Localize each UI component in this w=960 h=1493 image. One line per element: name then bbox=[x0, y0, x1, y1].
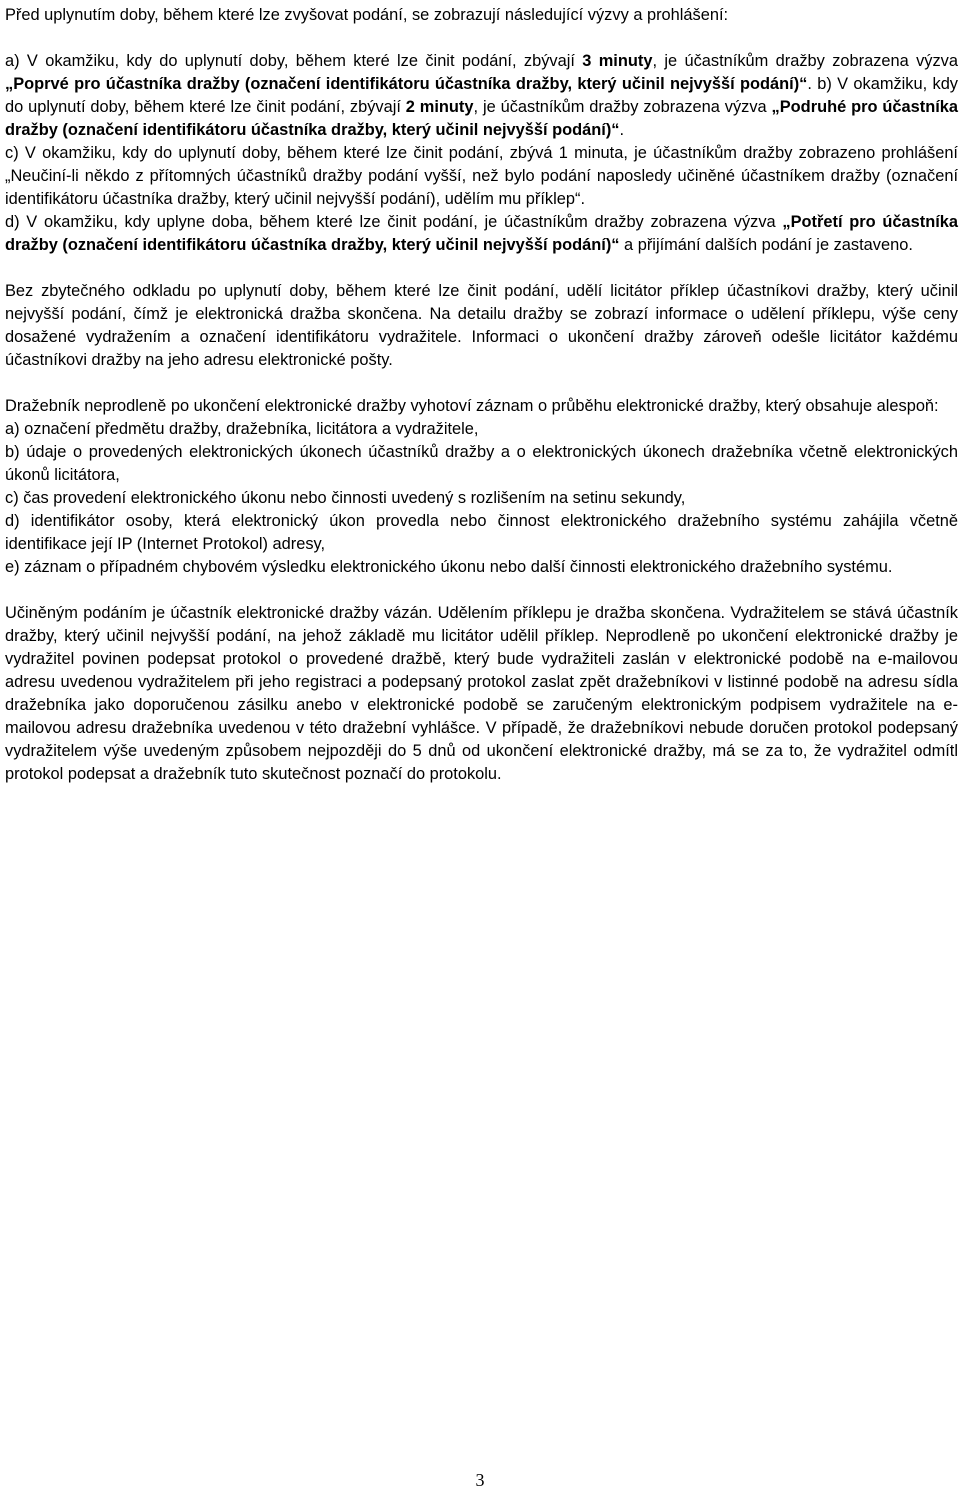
document-page bbox=[5, 0, 958, 786]
call-d: d) V okamžiku, kdy uplyne doba, během které lze činit podání, je účastníkům dražby zobrazena výzva „Potřetí pro účastníka dražby (označení identifikátoru účastníka dražby, který učinil nejvyšší podání)“ a přijímání dalších podání je zastaveno. bbox=[5, 213, 958, 254]
call-b: b) V okamžiku, kdy do uplynutí doby, během které lze činit podání, zbývají 2 minuty, je účastníkům dražby zobrazena výzva „Podruhé pro účastníka dražby (označení identifikátoru účastníka dražby, který učinil nejvyšší podání)“. bbox=[5, 75, 958, 139]
paragraph-priklep: Bez zbytečného odkladu po uplynutí doby, během které lze činit podání, udělí licitátor příklep účastníkovi dražby, který učinil nejvyšší podání, čímž je elektronická dražba skončena. Na detailu dražby se zobrazí informace o udělení příklepu, výše ceny dosažené vydražením a označení identifikátoru vydražitele. Informaci o ukončení dražby zároveň odešle licitátor každému účastníkovi dražby na jeho adresu elektronické pošty. bbox=[5, 282, 958, 369]
call-a: a) V okamžiku, kdy do uplynutí doby, během které lze činit podání, zbývají 3 minuty, je účastníkům dražby zobrazena výzva „Poprvé pro účastníka dražby (označení identifikátoru účastníka dražby, který učinil nejvyšší podání)“. b) V okamžiku, kdy do uplynutí doby, během které lze činit podání, zbývají 2 minuty, je účastníkům dražby zobrazena výzva „Podruhé pro účastníka dražby (označení identifikátoru účastníka dražby, který učinil nejvyšší podání)“. bbox=[5, 52, 958, 139]
record-item-a: a) označení předmětu dražby, dražebníka, licitátora a vydražitele, bbox=[5, 420, 479, 438]
record-intro: Dražebník neprodleně po ukončení elektronické dražby vyhotoví záznam o průběhu elektronické dražby, který obsahuje alespoň: bbox=[5, 397, 939, 415]
record-item-b: b) údaje o provedených elektronických úkonech účastníků dražby a o elektronických úkonech dražebníka včetně elektronických úkonů licitátora, bbox=[5, 443, 958, 484]
record-item-e: e) záznam o případném chybovém výsledku elektronického úkonu nebo další činnosti elektronického dražebního systému. bbox=[5, 558, 893, 576]
record-item-c: c) čas provedení elektronického úkonu nebo činnosti uvedený s rozlišením na setinu sekundy, bbox=[5, 489, 686, 507]
page-number: 3 bbox=[475, 1470, 485, 1490]
record-section bbox=[5, 395, 958, 579]
calls-list bbox=[5, 50, 958, 257]
intro-text: Před uplynutím doby, během které lze zvyšovat podání, se zobrazují následující výzvy a prohlášení: bbox=[5, 6, 729, 24]
record-item-d: d) identifikátor osoby, která elektronický úkon provedla nebo činnost elektronického dražebního systému zahájila včetně identifikace její IP (Internet Protokol) adresy, bbox=[5, 512, 958, 553]
call-c: c) V okamžiku, kdy do uplynutí doby, během které lze činit podání, zbývá 1 minuta, je účastníkům dražby zobrazeno prohlášení „Neučiní-li někdo z přítomných účastníků dražby podání vyšší, než bylo podání naposledy učiněné účastníkem dražby (označení identifikátoru účastníka dražby, který učinil nejvyšší podání), udělím mu příklep“. bbox=[5, 144, 958, 208]
paragraph-protocol: Učiněným podáním je účastník elektronické dražby vázán. Udělením příklepu je dražba skončena. Vydražitelem se stává účastník dražby, který učinil nejvyšší podání, na jehož základě mu licitátor udělil příklep. Neprodleně po ukončení elektronické dražby je vydražitel povinen podepsat protokol o provedené dražbě, který bude vydražiteli zaslán v elektronické podobě na e-mailovou adresu uvedenou vydražitelem při jeho registraci a podepsaný protokol zaslat zpět dražebníkovi v listinné podobě na adresu sídla dražebníka jako doporučenou zásilku anebo v elektronické podobě se zaručeným elektronickým podpisem vydražitele na e-mailovou adresu dražebníka uvedenou v této dražební vyhlášce. V případě, že dražebníkovi nebude doručen protokol podepsaný vydražitelem výše uvedeným způsobem nejpozději do 5 dnů od ukončení elektronické dražby, má se za to, že vydražitel odmítl protokol podepsat a dražebník tuto skutečnost poznačí do protokolu. bbox=[5, 604, 958, 783]
